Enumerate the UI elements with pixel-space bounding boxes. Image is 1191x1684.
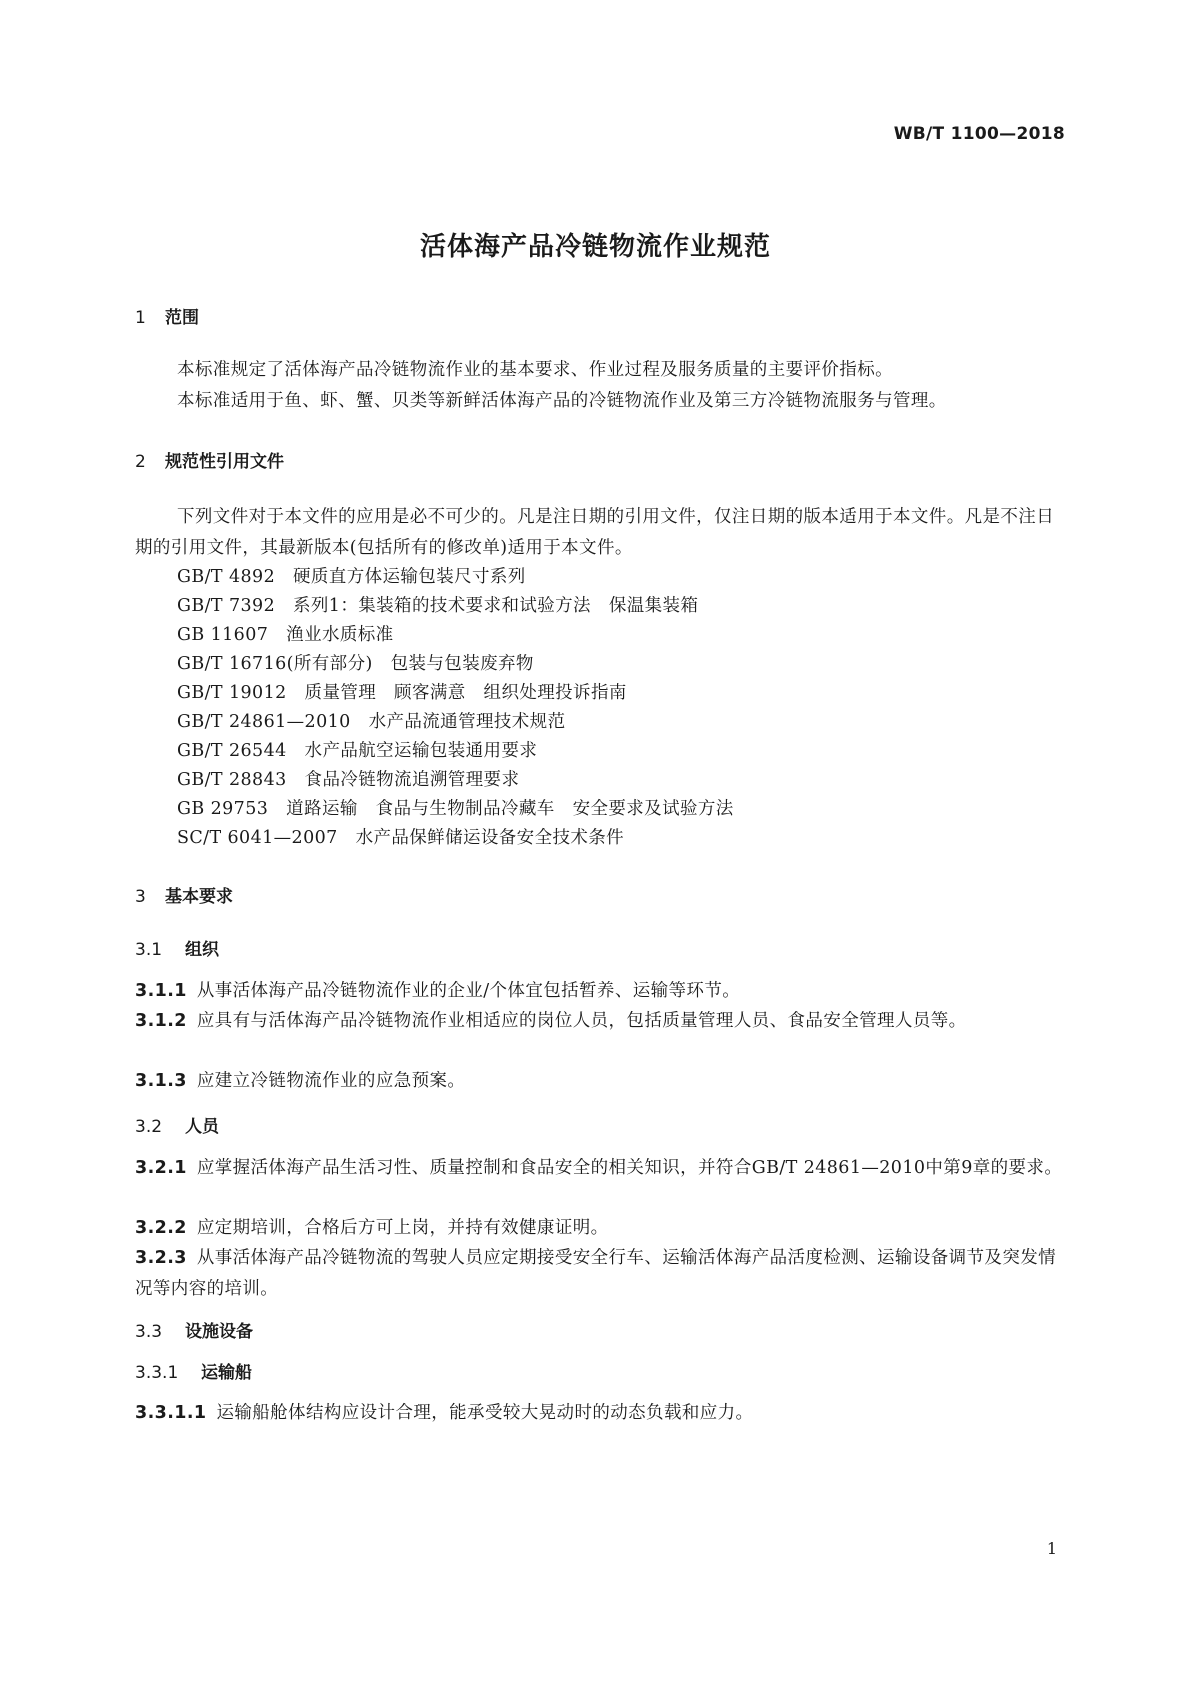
reference-item: GB/T 7392 系列1：集装箱的技术要求和试验方法 保温集装箱	[177, 596, 699, 616]
subsection-number: 3.1	[135, 940, 163, 960]
section-1-heading	[135, 303, 199, 328]
standard-code: WB/T 1100—2018	[893, 124, 1065, 144]
subsection-3-1-heading	[135, 935, 219, 960]
clause-text: 应建立冷链物流作业的应急预案。	[196, 1071, 466, 1091]
reference-item: GB/T 4892 硬质直方体运输包装尺寸系列	[177, 567, 526, 587]
section-title: 规范性引用文件	[165, 452, 284, 472]
subsection-number: 3.3.1	[135, 1363, 179, 1383]
reference-item: GB/T 24861—2010 水产品流通管理技术规范	[177, 712, 566, 732]
section-number: 2	[135, 452, 146, 472]
subsection-title: 设施设备	[185, 1322, 253, 1342]
reference-item: GB/T 26544 水产品航空运输包装通用要求	[177, 741, 538, 761]
references-intro: 下列文件对于本文件的应用是必不可少的。凡是注日期的引用文件，仅注日期的版本适用于本文件。凡是不注日期的引用文件，其最新版本(包括所有的修改单)适用于本文件。	[135, 507, 1055, 558]
section-number: 3	[135, 887, 146, 907]
scope-paragraph-1: 本标准规定了活体海产品冷链物流作业的基本要求、作业过程及服务质量的主要评价指标。	[177, 360, 893, 380]
clause-text: 运输船舱体结构应设计合理，能承受较大晃动时的动态负载和应力。	[216, 1403, 754, 1423]
scope-paragraph-2: 本标准适用于鱼、虾、蟹、贝类等新鲜活体海产品的冷链物流作业及第三方冷链物流服务与管理。	[177, 391, 947, 411]
section-2-heading	[135, 447, 284, 472]
subsection-title: 运输船	[201, 1363, 252, 1383]
clause-3-2-1	[135, 1153, 1065, 1184]
clause-number: 3.1.2	[135, 1011, 187, 1031]
section-title: 基本要求	[165, 887, 233, 907]
subsection-number: 3.2	[135, 1117, 163, 1137]
subsection-title: 组织	[185, 940, 219, 960]
section-number: 1	[135, 308, 146, 328]
clause-3-1-3	[135, 1066, 1065, 1097]
clause-3-1-2	[135, 1006, 1065, 1037]
reference-item: SC/T 6041—2007 水产品保鲜储运设备安全技术条件	[177, 828, 625, 848]
subsection-number: 3.3	[135, 1322, 163, 1342]
page-number: 1	[1046, 1539, 1057, 1558]
clause-number: 3.3.1.1	[135, 1403, 207, 1423]
clause-number: 3.1.1	[135, 981, 187, 1001]
clause-text: 应定期培训，合格后方可上岗，并持有效健康证明。	[196, 1218, 609, 1238]
clause-text: 从事活体海产品冷链物流作业的企业/个体宜包括暂养、运输等环节。	[196, 981, 741, 1001]
clause-number: 3.2.2	[135, 1218, 187, 1238]
reference-item: GB/T 28843 食品冷链物流追溯管理要求	[177, 770, 520, 790]
subsection-3-3-heading	[135, 1317, 253, 1342]
clause-text: 从事活体海产品冷链物流的驾驶人员应定期接受安全行车、运输活体海产品活度检测、运输设备调节及突发情况等内容的培训。	[135, 1248, 1057, 1299]
clause-3-3-1-1	[135, 1398, 1065, 1429]
section-title: 范围	[165, 308, 199, 328]
reference-item: GB/T 16716(所有部分) 包装与包装废弃物	[177, 654, 534, 674]
section-3-heading	[135, 882, 233, 907]
clause-number: 3.2.3	[135, 1248, 187, 1268]
reference-item: GB/T 19012 质量管理 顾客满意 组织处理投诉指南	[177, 683, 627, 703]
subsection-3-3-1-heading	[135, 1358, 252, 1383]
reference-item: GB 11607 渔业水质标准	[177, 625, 394, 645]
clause-number: 3.1.3	[135, 1071, 187, 1091]
clause-number: 3.2.1	[135, 1158, 187, 1178]
subsection-title: 人员	[185, 1117, 219, 1137]
clause-text: 应具有与活体海产品冷链物流作业相适应的岗位人员，包括质量管理人员、食品安全管理人员等。	[196, 1011, 967, 1031]
clause-text: 应掌握活体海产品生活习性、质量控制和食品安全的相关知识，并符合GB/T 24861—2010中第9章的要求。	[196, 1158, 1063, 1178]
document-title: 活体海产品冷链物流作业规范	[419, 232, 771, 262]
clause-3-2-3	[135, 1243, 1065, 1305]
reference-item: GB 29753 道路运输 食品与生物制品冷藏车 安全要求及试验方法	[177, 799, 734, 819]
clause-3-2-2	[135, 1213, 1065, 1244]
clause-3-1-1	[135, 976, 1065, 1007]
subsection-3-2-heading	[135, 1112, 219, 1137]
